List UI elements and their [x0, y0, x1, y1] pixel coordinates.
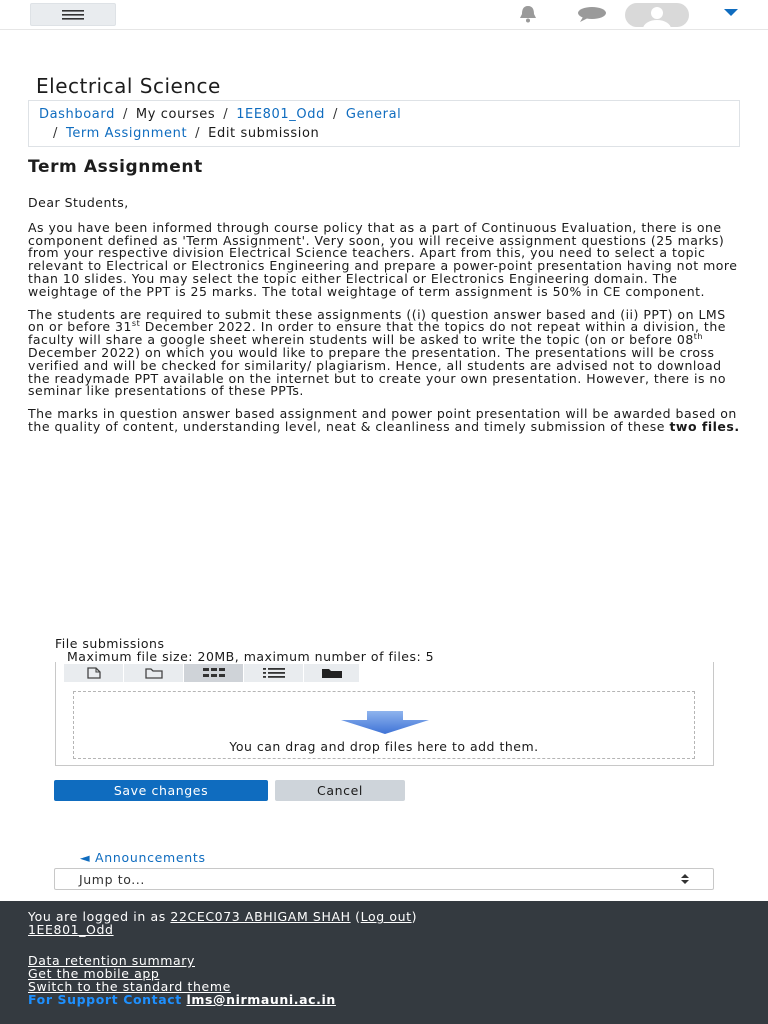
breadcrumb-separator: /	[122, 107, 128, 122]
chat-bubble-icon[interactable]	[577, 5, 607, 23]
grid-view-icon	[203, 668, 225, 678]
ordinal-suffix: st	[131, 319, 141, 329]
tree-view-icon	[321, 668, 343, 679]
file-limits-text: Maximum file size: 20MB, maximum number of files: 5	[67, 649, 435, 664]
paragraph-3	[28, 408, 740, 434]
add-file-button[interactable]	[64, 664, 124, 682]
logout-paren-open: (	[350, 909, 361, 924]
data-retention-link[interactable]: Data retention summary	[28, 953, 195, 968]
paragraph-2-text-a: The students are required to submit these assignments ((i) question answer based and (ii) PPT) on LMS on or before 31	[28, 306, 726, 335]
breadcrumb-general[interactable]: General	[345, 107, 402, 122]
page-footer	[0, 901, 768, 1024]
file-submissions-label: File submissions	[55, 636, 165, 651]
hamburger-icon	[62, 10, 84, 20]
tree-view-button[interactable]	[304, 664, 360, 682]
paragraph-2-text-b: December 2022. In order to ensure that the topics do not repeat within a division, the faculty will share a google sheet wherein students will be asked to write the topic (on or before 08	[28, 319, 726, 348]
breadcrumb-my-courses: My courses	[135, 107, 216, 122]
support-contact	[28, 992, 336, 1007]
user-avatar-icon	[625, 3, 689, 27]
login-info-prefix: You are logged in as	[28, 909, 171, 924]
previous-activity-link[interactable]: ◄ Announcements	[80, 850, 206, 865]
breadcrumb-separator: /	[195, 126, 201, 141]
file-manager-toolbar	[64, 664, 360, 682]
paragraph-1: As you have been informed through course policy that as a part of Continuous Evaluation, there is one component defined as 'Term Assignment'. Very soon, you will receive assignment questions (25 marks) from your respective division Electrical Science teachers. Apart from this, you need to select a topic relevant to Electrical or Electronics Engineering and prepare a power-point presentation having not more than 10 slides. You may select the topic either Electrical or Electronics Engineering domain. The weightage of the PPT is 25 marks. The total weightage of term assignment is 50% in CE component.	[28, 219, 738, 299]
breadcrumb-dashboard[interactable]: Dashboard	[39, 107, 115, 122]
breadcrumb-course[interactable]: 1EE801_Odd	[236, 107, 325, 122]
logout-link[interactable]: Log out	[360, 909, 412, 924]
greeting-text: Dear Students,	[28, 195, 129, 210]
list-view-icon	[263, 668, 285, 678]
jump-to-selected-value: Jump to...	[79, 872, 145, 887]
paragraph-3-bold: two files.	[669, 418, 740, 434]
file-drop-zone[interactable]	[73, 691, 695, 759]
save-changes-button[interactable]: Save changes	[54, 780, 268, 801]
support-email-link[interactable]: lms@nirmauni.ac.in	[186, 992, 336, 1007]
grid-view-button[interactable]	[184, 664, 244, 682]
download-arrow-icon	[339, 711, 431, 735]
paragraph-3-text: The marks in question answer based assignment and power point presentation will be awarded based on the quality of content, understanding level, neat & cleanliness and timely submission of these	[28, 406, 737, 434]
breadcrumb-edit-submission: Edit submission	[208, 126, 320, 141]
add-file-icon	[86, 667, 102, 679]
breadcrumb-separator: /	[332, 107, 338, 122]
cancel-button[interactable]: Cancel	[275, 780, 405, 801]
list-view-button[interactable]	[244, 664, 304, 682]
breadcrumb	[28, 100, 740, 147]
logout-paren-close: )	[411, 909, 418, 924]
top-navbar	[0, 0, 768, 30]
paragraph-2-text-c: December 2022) on which you would like to prepare the presentation. The presentations will be cross verified and will be checked for similarity/ plagiarism. Hence, all students are advised not to download the readymade PPT available on the internet but to create your own presentation. However, there is no seminar like presentations of these PPTs.	[28, 344, 726, 399]
assignment-description	[28, 197, 740, 444]
standard-theme-link[interactable]: Switch to the standard theme	[28, 979, 231, 994]
breadcrumb-term-assignment[interactable]: Term Assignment	[65, 126, 188, 141]
menu-toggle-button[interactable]	[30, 3, 116, 26]
caret-down-icon[interactable]	[724, 9, 738, 17]
support-label: For Support Contact	[28, 992, 182, 1007]
breadcrumb-separator: /	[53, 126, 58, 141]
profile-link[interactable]: 22CEC073 ABHIGAM SHAH	[170, 909, 351, 924]
select-updown-icon	[679, 873, 691, 885]
create-folder-icon	[145, 667, 163, 679]
footer-course-link[interactable]: 1EE801_Odd	[28, 922, 114, 937]
user-avatar[interactable]	[625, 3, 689, 27]
breadcrumb-separator: /	[223, 107, 229, 122]
create-folder-button[interactable]	[124, 664, 184, 682]
bell-icon[interactable]	[517, 5, 539, 23]
mobile-app-link[interactable]: Get the mobile app	[28, 966, 160, 981]
jump-to-select[interactable]	[54, 868, 714, 890]
drop-zone-text: You can drag and drop files here to add them.	[229, 739, 539, 754]
file-manager	[55, 662, 714, 766]
ordinal-suffix: th	[693, 332, 703, 342]
page-title: Electrical Science	[36, 74, 221, 98]
paragraph-2	[28, 306, 740, 399]
assignment-title: Term Assignment	[28, 157, 203, 177]
